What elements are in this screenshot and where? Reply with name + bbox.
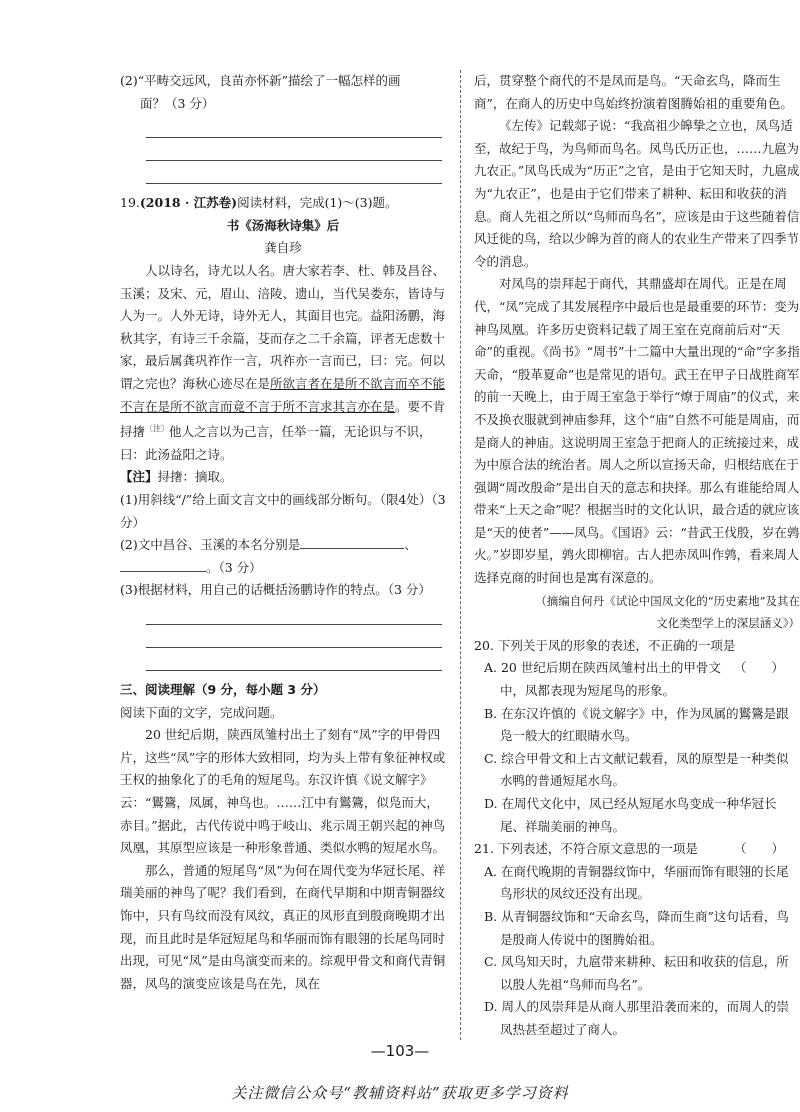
q19-text: 阅读材料，完成(1)～(3)题。 — [237, 195, 398, 211]
page-number: —103— — [370, 1042, 430, 1060]
q2-number: (2) — [120, 73, 138, 88]
q2-stem — [120, 70, 446, 93]
section-instruction: 阅读下面的文字，完成问题。 — [120, 704, 283, 720]
q19-number: 19. — [120, 195, 140, 211]
sub-question-3: (3)根据材料，用自己的话概括汤鹏诗作的特点。（3 分） — [120, 582, 431, 598]
q20-stem — [474, 635, 800, 676]
left-column — [120, 70, 446, 995]
q2-stem-cont: 面？（3 分） — [140, 95, 215, 111]
right-column — [474, 70, 800, 1042]
answer-line[interactable] — [146, 602, 442, 625]
citation-line-2: 文化类型学上的深层涵义》） — [656, 616, 800, 631]
q20-text: 20. 下列关于凤的形象的表述，不正确的一项是 — [474, 637, 736, 653]
q21-stem — [474, 838, 800, 861]
citation-line-1: （摘编自何丹《试论中国凤文化的“历史素地”及其在 — [535, 593, 800, 608]
reading-paragraph-3: 《左传》记载郯子说：“我高祖少皞挚之立也，凤鸟适至，故纪于鸟，为鸟师而鸟名。凤鸟氏历正也，……九扈为九农正。”凤鸟氏成为“历正”之官，是由于它知天时，九扈成为“九农正”，也是由于它们带来了耕种、耘田和收获的消息。商人先祖之所以“鸟师而鸟名”，应该是由于这些随着信风迁徙的鸟，给以少皞为首的商人的农业生产带来了四季节令的消息。 — [474, 118, 800, 269]
answer-line[interactable] — [146, 161, 442, 184]
q21-option-d[interactable]: D. 周人的凤崇拜是从商人那里沿袭而来的，而周人的崇凤热甚至超过了商人。 — [484, 999, 790, 1037]
q20-option-a[interactable]: A. 20 世纪后期在陕西凤雏村出土的甲骨文中，凤都表现为短尾鸟的形象。 — [484, 660, 721, 699]
answer-line[interactable] — [146, 138, 442, 161]
sub-question-2-cont — [120, 557, 446, 580]
note-marker: 〔注〕 — [145, 424, 170, 434]
q20-option-d[interactable]: D. 在周代文化中，凤已经从短尾水鸟变成一种华冠长尾、祥瑞美丽的神鸟。 — [484, 796, 777, 834]
q19-source: (2018 · 江苏卷) — [139, 195, 238, 211]
passage-author: 龚自珍 — [264, 240, 302, 256]
passage-text: 人以诗名，诗尤以人名。唐大家若李、杜、韩及昌谷、玉溪；及宋、元，眉山、涪陵、遗山，当代吴娄东，皆诗与人为一。人外无诗，诗外无人，其面目也完。益阳汤鹏，海秋其字，有诗三千余篇，芟而存之二千余篇，评者无虑数十家，最后属龚巩祚作一言，巩祚亦一言而已，曰：完。何以谓之完也？海秋心迹尽在是 — [120, 262, 446, 391]
answer-bracket[interactable]: （ ） — [733, 660, 784, 676]
note-label: 【注】 — [120, 469, 158, 485]
reading-paragraph-2: 那么，普通的短尾鸟“凤”为何在周代变为华冠长尾、祥瑞美丽的神鸟了呢？我们看到，在商代早期和中期青铜器纹饰中，只有鸟纹而没有凤纹，真正的凤形直到殷商晚期才出现，而且此时是华冠短尾鸟和华丽而饰有眼翎的长尾鸟同时出现，可见“凤”是由鸟演变而来的。综观甲骨文和商代青铜器，凤鸟的演变应该是鸟在先，凤在 — [120, 862, 446, 991]
q20-option-b[interactable]: B. 在东汉许慎的《说文解字》中，作为凤属的鸑鷟是跟凫一般大的红眼睛水鸟。 — [484, 705, 789, 744]
q20-option-c[interactable]: C. 综合甲骨文和上古文献记载看，凤的原型是一种类似水鸭的普通短尾水鸟。 — [484, 750, 789, 789]
sub-question-2 — [120, 534, 446, 557]
reading-paragraph-1: 20 世纪后期，陕西凤雏村出土了刻有“凤”字的甲骨四片，这些“凤”字的形体大致相同，均为头上带有象征神权或王权的抽象化了的毛角的短尾鸟。东汉许慎《说文解字》云：“鸑鷟，凤属，神鸟也。……江中有鸑鷟，似凫而大，赤目。”据此，古代传说中鸣于岐山、兆示周王朝兴起的神鸟凤凰，其原型应该是一种形象普通、类似水鸭的短尾水鸟。 — [120, 727, 446, 856]
passage-text: 。要不肯挦撦 — [120, 398, 446, 440]
passage-title: 书《汤海秋诗集》后 — [226, 217, 340, 233]
sub2-text: (2)文中昌谷、玉溪的本名分别是 — [120, 537, 301, 553]
column-divider — [460, 70, 461, 1040]
q19-stem — [120, 192, 446, 215]
q21-option-c[interactable]: C. 凤鸟知天时，九扈带来耕种、耘田和收获的信息，所以殷人先祖“鸟师而鸟名”。 — [484, 954, 789, 992]
section-heading: 三、阅读理解（9 分，每小题 3 分） — [120, 682, 326, 698]
annotation — [120, 466, 446, 489]
q21-text: 21. 下列表述，不符合原文意思的一项是 — [474, 841, 698, 857]
answer-bracket[interactable]: （ ） — [733, 841, 784, 857]
sub2-score: 。（3 分） — [206, 559, 262, 575]
answer-line[interactable] — [146, 115, 442, 138]
blank-field[interactable] — [300, 534, 404, 549]
q2-text: “平畴交远风，良苗亦怀新”描绘了一幅怎样的画 — [137, 73, 401, 88]
blank-field[interactable] — [120, 557, 206, 572]
footer-note: 关注微信公众号“教辅资料站”获取更多学习资料 — [231, 1084, 569, 1102]
answer-line[interactable] — [146, 625, 442, 648]
q21-option-b[interactable]: B. 从青铜器纹饰和“天命玄鸟，降而生商”这句话看，鸟是殷商人传说中的图腾始祖。 — [484, 908, 789, 947]
sub-question-1: (1)用斜线“/”给上面文言文中的画线部分断句。（限4处）（3 分） — [120, 492, 446, 530]
reading-paragraph-2-cont: 后，贯穿整个商代的不是凤而是鸟。“天命玄鸟，降而生商”，在商人的历史中鸟始终扮演着图腾始祖的重要角色。 — [474, 73, 793, 111]
passage-text: 他人之言以为己言，任举一篇，无论识与不识，曰：此汤益阳之诗。 — [120, 424, 432, 462]
answer-line[interactable] — [146, 648, 442, 671]
passage-paragraph — [120, 260, 446, 467]
reading-paragraph-4: 对凤鸟的崇拜起于商代，其鼎盛却在周代。正是在周代，“凤”完成了其发展程序中最后也是最重要的环节：变为神鸟凤凰。许多历史资料记载了周王室在克商前后对“天命”的重视。《尚书》“周书”十二篇中大量出现的“命”字多指天命，“殷革夏命”也是常见的语句。武王在甲子日战胜商军的前一天晚上，由于周王室急于举行“燎于周庙”的仪式，来不及换衣服就到神庙参拜，这个“庙”自然不可能是周庙，而是商人的神庙。这说明周王室急于把商人的正统接过来，成为中原合法的统治者。周人之所以宣扬天命，归根结底在于强调“周改殷命”是出自天的意志和抉择。那么有谁能给周人带来“上天之命”呢？根据当时的文化认识，最合适的就应该是“天的使者”——凤鸟。《国语》云：“昔武王伐殷，岁在鹑火。”岁即岁星，鹑火即柳宿。古人把赤凤叫作鹑，看来周人选择克商的时间也是寓有深意的。 — [474, 276, 800, 586]
underlined-passage: 所欲言者在是所不欲言而卒不能不言在是所不欲言而竟不言于所不言求其言亦在是 — [120, 375, 446, 414]
q21-option-a[interactable]: A. 在商代晚期的青铜器纹饰中，华丽而饰有眼翎的长尾鸟形状的凤纹还没有出现。 — [484, 863, 789, 902]
note-text: 挦撦：摘取。 — [157, 469, 233, 485]
sub2-sep: 、 — [404, 537, 417, 553]
